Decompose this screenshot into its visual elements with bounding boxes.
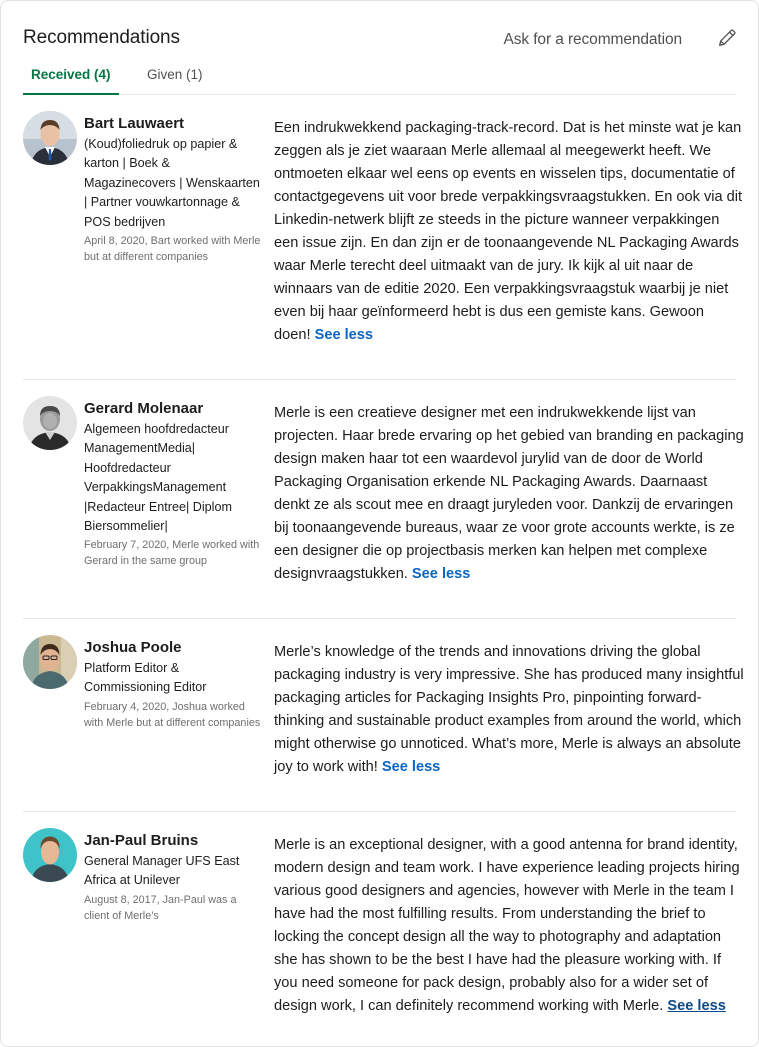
avatar[interactable] <box>23 828 77 882</box>
recommender-name[interactable]: Bart Lauwaert <box>84 115 185 132</box>
recommendation-item <box>23 95 743 380</box>
recommendation-date: August 8, 2017, Jan-Paul was a client of Merle’s <box>84 893 237 922</box>
see-less-link[interactable]: See less <box>411 566 471 582</box>
recommendation-date: April 8, 2020, Bart worked with Merle but at different companies <box>84 235 261 264</box>
recommendation-item <box>23 812 740 1047</box>
recommender-info <box>84 832 262 924</box>
recommendation-date: February 7, 2020, Merle worked with Gerard in the same group <box>84 539 260 568</box>
recommender-headline: Algemeen hoofdredacteur ManagementMedia| Hoofdredacteur VerpakkingsManagement |Redacteur Entree| Diplom Biersommelier| <box>84 422 232 534</box>
section-header <box>23 27 736 57</box>
avatar[interactable] <box>23 635 77 689</box>
tab-given[interactable]: Given (1) <box>147 67 203 82</box>
avatar[interactable] <box>23 111 77 165</box>
recommender-headline: General Manager UFS East Africa at Unilever <box>84 854 240 888</box>
recommendation-tabs <box>23 63 736 95</box>
see-less-link[interactable]: See less <box>314 327 374 343</box>
recommender-info <box>84 400 262 569</box>
ask-for-recommendation-button[interactable]: Ask for a recommendation <box>503 31 682 48</box>
recommendation-date: February 4, 2020, Joshua worked with Merle but at different companies <box>84 700 261 729</box>
recommender-name[interactable]: Jan-Paul Bruins <box>84 832 199 849</box>
pencil-icon[interactable] <box>716 27 738 49</box>
recommendation-body: Een indrukwekkend packaging-track-record. Dat is het minste wat je kan zeggen als je ziet waaraan Merle allemaal al meegewerkt heeft. We ontmoeten elkaar wel eens op events en wisselen tips, documentatie of contactgegevens uit voor brede verpakkingsvraagstukken. En ook via dit Linkedin-netwerk blijft ze steeds in the picture wanneer verpakkingen een issue zijn. En dan zijn er de toonaangevende NL Packaging Awards waar Merle terecht deel uitmaakt van de jury. Ik kijk al uit naar de winnaars van de editie 2020. Een verpakkingsvraagstuk waarbij je niet even bij haar geïnformeerd hebt is dus een gemiste kans. Gewoon doen! <box>274 120 743 343</box>
recommendation-body: Merle is an exceptional designer, with a good antenna for brand identity, modern design and team work. I have experience leading projects hiring various good designers and agencies, however with Merle in the team I have had the most fulfilling results. From understanding the brief to locking the concept design all the way to photography and adaptation she has shown to be the best I have had the pleasure working with. If you need someone for pack design, probably also for a wider set of design work, I can definitely recommend working with Merle. <box>274 837 740 1014</box>
recommender-info <box>84 115 262 265</box>
recommender-headline: Platform Editor & Commissioning Editor <box>84 661 207 695</box>
see-less-link[interactable]: See less <box>667 998 726 1014</box>
recommender-info <box>84 639 262 731</box>
recommendation-text <box>274 402 744 586</box>
recommendation-text <box>274 641 744 779</box>
recommendation-text <box>274 117 744 347</box>
see-less-link[interactable]: See less <box>381 759 441 775</box>
avatar[interactable] <box>23 396 77 450</box>
section-title: Recommendations <box>23 27 180 48</box>
recommender-name[interactable]: Gerard Molenaar <box>84 400 204 417</box>
recommender-headline: (Koud)foliedruk op papier & karton | Boek & Magazinecovers | Wenskaarten | Partner vouwkartonnage & POS bedrijven <box>84 137 260 229</box>
recommendation-text <box>274 834 744 1018</box>
recommendation-item <box>23 619 744 812</box>
recommender-name[interactable]: Joshua Poole <box>84 639 182 656</box>
tab-received[interactable]: Received (4) <box>23 67 119 95</box>
recommendation-body: Merle is een creatieve designer met een indrukwekkende lijst van projecten. Haar brede ervaring op het gebied van branding en packaging design maken haar tot een waardevol jurylid van de door de World Packaging Organisation erkende NL Packaging Awards. Daarnaast denkt ze als scout mee en draagt juryleden voor. Dankzij de ervaringen bij toonaangevende bureaus, waar ze voor grote accounts werkte, is ze een designer die op projectbasis merken kan helpen met complexe designvraagstukken. <box>274 405 744 582</box>
recommendation-body: Merle’s knowledge of the trends and innovations driving the global packaging industry is very impressive. She has produced many insightful packaging articles for Packaging Insights Pro, pinpointing forward-thinking and sustainable product examples from around the world, which might otherwise go unnoticed. What’s more, Merle is always an absolute joy to work with! <box>274 644 744 775</box>
recommendation-item <box>23 380 744 619</box>
